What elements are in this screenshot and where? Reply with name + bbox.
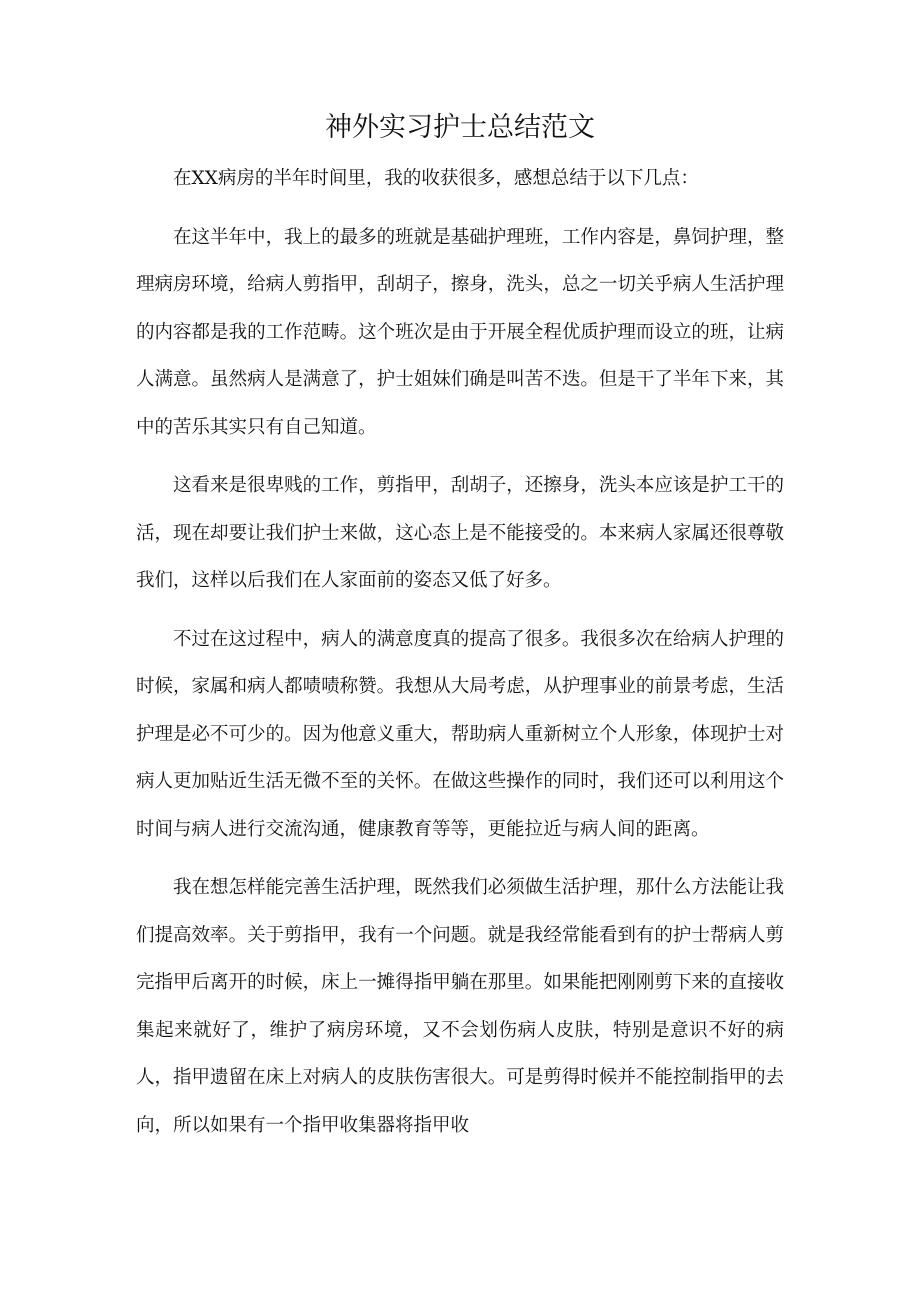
paragraph-1: 在XX病房的半年时间里，我的收获很多，感想总结于以下几点： bbox=[173, 168, 699, 189]
paragraph-5: 我在想怎样能完善生活护理，既然我们必须做生活护理，那什么方法能让我们提高效率。关于剪指甲，我有一个问题。就是我经常能看到有的护士帮病人剪完指甲后离开的时候，床上一摊得指甲躺在那里。如果能把刚刚剪下来的直接收集起来就好了，维护了病房环境，又不会划伤病人皮肤，特别是意识不好的病人，指甲遗留在床上对病人的皮肤伤害很大。可是剪得时候并不能控制指甲的去向，所以如果有一个指甲收集器将指甲收 bbox=[136, 877, 784, 1136]
paragraph-2: 在这半年中，我上的最多的班就是基础护理班，工作内容是，鼻饲护理，整理病房环境，给病人剪指甲，刮胡子，擦身，洗头，总之一切关乎病人生活护理的内容都是我的工作范畴。这个班次是由于开展全程优质护理而设立的班，让病人满意。虽然病人是满意了，护士姐妹们确是叫苦不迭。但是干了半年下来，其中的苦乐其实只有自己知道。 bbox=[136, 226, 784, 438]
paragraph-3: 这看来是很卑贱的工作，剪指甲，刮胡子，还擦身，洗头本应该是护工干的活，现在却要让我们护士来做，这心态上是不能接受的。本来病人家属还很尊敬我们，这样以后我们在人家面前的姿态又低了好多。 bbox=[136, 475, 784, 591]
document-title: 神外实习护士总结范文 bbox=[325, 112, 595, 143]
document-body bbox=[136, 155, 784, 1160]
paragraph-4: 不过在这过程中，病人的满意度真的提高了很多。我很多次在给病人护理的时候，家属和病人都啧啧称赞。我想从大局考虑，从护理事业的前景考虑，生活护理是必不可少的。因为他意义重大，帮助病人重新树立个人形象，体现护士对病人更加贴近生活无微不至的关怀。在做这些操作的同时，我们还可以利用这个时间与病人进行交流沟通，健康教育等等，更能拉近与病人间的距离。 bbox=[136, 628, 784, 840]
